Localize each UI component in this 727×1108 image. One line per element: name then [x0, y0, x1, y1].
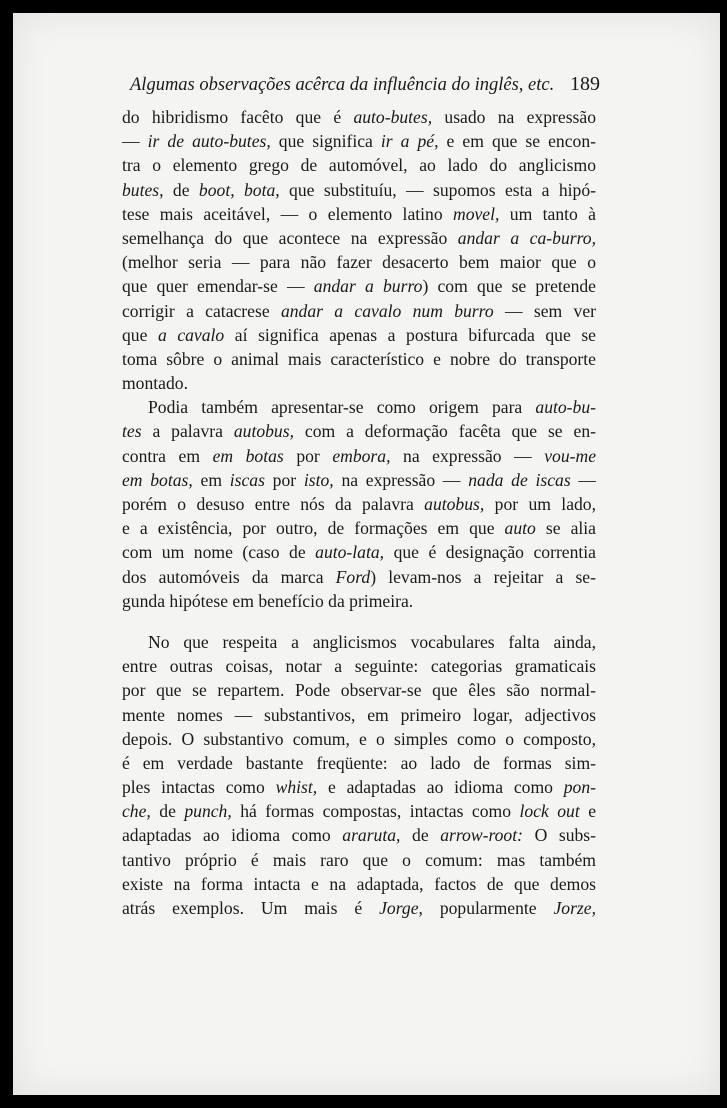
text-run: a palavra [141, 421, 234, 442]
paragraph [122, 395, 596, 613]
text-run: corrigir a catacrese [122, 300, 281, 321]
text-line [122, 274, 596, 298]
text-line [122, 153, 596, 177]
text-line [122, 799, 596, 823]
italic-term: nada de iscas [468, 469, 571, 490]
italic-term: andar a burro [313, 276, 423, 297]
text-run: e [579, 801, 597, 822]
text-run: por [264, 469, 304, 490]
text-run: O subs- [522, 825, 597, 846]
text-line [122, 516, 596, 540]
text-run: por um lado, [484, 494, 596, 514]
text-line [122, 848, 596, 872]
italic-term: lock out [519, 801, 580, 822]
italic-term: auto-bu- [535, 397, 596, 418]
text-run: aí significa apenas a postura bifurcada que se [224, 324, 596, 345]
text-line [122, 492, 596, 516]
italic-term: autobus, [424, 494, 485, 514]
text-run: do hibridismo facêto que é [122, 107, 354, 127]
text-run: — sem ver [493, 300, 596, 321]
italic-term: iscas [229, 469, 265, 490]
text-run: (melhor seria — para não fazer desacerto bem maior que o [122, 252, 596, 273]
body-text [122, 105, 596, 920]
italic-term: em botas [212, 445, 284, 466]
text-run: e em que se encon- [438, 131, 596, 152]
text-run: se alia [535, 518, 596, 539]
text-line [122, 565, 596, 589]
italic-term: andar a ca-burro, [457, 227, 596, 248]
text-run: semelhança do que acontece na expressão [122, 227, 458, 248]
text-run: há formas compostas, intactas como [231, 801, 520, 822]
paragraph [122, 630, 596, 920]
text-run: em [192, 469, 230, 490]
text-line [122, 250, 596, 274]
text-line [122, 371, 596, 395]
text-run: gunda hipótese em benefício da primeira. [122, 590, 414, 611]
text-run: atrás exemplos. Um mais é [122, 898, 380, 918]
text-run: que é designação correntia [384, 542, 596, 563]
text-run: por que se repartem. Pode observar-se que êles são normal- [122, 680, 596, 701]
text-line [122, 727, 596, 751]
italic-term: whist, [275, 777, 318, 798]
text-line [122, 654, 596, 678]
italic-term: embora, [332, 445, 391, 466]
text-run: No que respeita a anglicismos vocabulares falta ainda, [148, 631, 596, 652]
italic-term: auto-butes, [353, 107, 433, 127]
text-line [122, 896, 596, 920]
text-line [122, 129, 596, 153]
running-header [130, 73, 600, 96]
italic-term: auto-lata, [315, 542, 385, 563]
text-run: e a existência, por outro, de formações em que [122, 518, 505, 539]
text-run: tantivo próprio é mais raro que o comum: mas também [122, 849, 596, 870]
text-run: que significa [270, 131, 381, 152]
text-line [122, 323, 596, 347]
italic-term: pon- [563, 777, 596, 798]
text-run: ) levam-nos a rejeitar a se- [370, 566, 596, 587]
text-run: contra em [122, 445, 213, 466]
text-run: Podia também apresentar-se como origem para [148, 397, 536, 418]
text-run: — [122, 131, 148, 152]
italic-term: a cavalo [157, 324, 225, 345]
text-run: existe na forma intacta e na adaptada, factos de que demos [122, 873, 596, 894]
paragraph [122, 105, 596, 395]
text-run: na expressão — [390, 445, 545, 466]
italic-term: auto [504, 518, 536, 539]
text-line [122, 775, 596, 799]
italic-term: em botas, [122, 469, 193, 490]
text-line [122, 299, 596, 323]
text-run: entre outras coisas, notar a seguinte: categorias gramaticais [122, 656, 596, 677]
text-run: de [150, 801, 185, 822]
italic-term: punch, [184, 801, 232, 822]
text-run: — [570, 469, 597, 490]
text-line [122, 703, 596, 727]
text-line [122, 395, 596, 419]
text-run: ples intactas como [122, 777, 276, 798]
italic-term: movel, [453, 203, 500, 224]
text-run: mente nomes — substantivos, em primeiro logar, adjectivos [122, 704, 596, 725]
text-run: com a deformação facêta que se en- [293, 421, 596, 442]
text-run: porém o desuso entre nós da palavra [122, 494, 425, 514]
italic-term: boot, bota, [198, 179, 280, 200]
italic-term: che, [122, 801, 151, 822]
running-title: Algumas observações acêrca da influência do inglês, etc. [130, 75, 555, 95]
text-run: que substituíu, — supomos esta a hipó- [279, 179, 596, 200]
text-line [122, 872, 596, 896]
paragraph-gap [122, 613, 596, 630]
text-line [122, 347, 596, 371]
text-line [122, 468, 596, 492]
italic-term: Jorze, [553, 898, 596, 918]
text-run: de [400, 825, 441, 846]
text-run: na expressão — [333, 469, 469, 490]
text-run: que [122, 324, 158, 345]
text-line [122, 630, 596, 654]
text-run: com um nome (caso de [122, 542, 316, 563]
text-run: por [283, 445, 333, 466]
book-page [13, 13, 720, 1095]
text-run: adaptadas ao idioma como [122, 825, 343, 846]
page-number: 189 [570, 73, 600, 95]
text-line [122, 540, 596, 564]
text-line [122, 178, 596, 202]
text-run: um tanto à [499, 203, 596, 224]
italic-term: arrow-root: [440, 825, 523, 846]
italic-term: ir de auto-butes, [147, 131, 271, 152]
italic-term: butes, [122, 179, 164, 200]
text-run: popularmente [422, 898, 554, 918]
text-run: é em verdade bastante freqüente: ao lado de formas sim- [122, 752, 596, 773]
text-run: depois. O substantivo comum, e o simples como o composto, [122, 728, 596, 749]
text-line [122, 202, 596, 226]
italic-term: autobus, [233, 421, 294, 442]
text-line [122, 226, 596, 250]
text-run: toma sôbre o animal mais característico e nobre do transporte [122, 348, 596, 369]
text-run: montado. [122, 373, 188, 394]
text-line [122, 105, 596, 129]
text-run: que quer emendar-se — [122, 276, 314, 297]
text-line [122, 589, 596, 613]
italic-term: Ford [335, 566, 371, 587]
text-run: usado na expressão [432, 107, 596, 127]
text-run: e adaptadas ao idioma como [317, 777, 564, 798]
italic-term: Jorge, [379, 898, 423, 918]
text-run: tra o elemento grego de automóvel, ao lado do anglicismo [122, 155, 596, 176]
italic-term: tes [122, 421, 142, 442]
text-line [122, 751, 596, 775]
text-run: ) com que se pretende [422, 276, 596, 297]
italic-term: ir a pé, [380, 131, 439, 152]
text-line [122, 678, 596, 702]
text-run: tese mais aceitável, — o elemento latino [122, 203, 453, 224]
text-line [122, 444, 596, 468]
text-line [122, 823, 596, 847]
text-run: dos automóveis da marca [122, 566, 336, 587]
text-run: de [163, 179, 199, 200]
italic-term: isto, [303, 469, 334, 490]
text-line [122, 419, 596, 443]
italic-term: andar a cavalo num burro [280, 300, 494, 321]
italic-term: vou-me [544, 445, 597, 466]
italic-term: araruta, [342, 825, 401, 846]
